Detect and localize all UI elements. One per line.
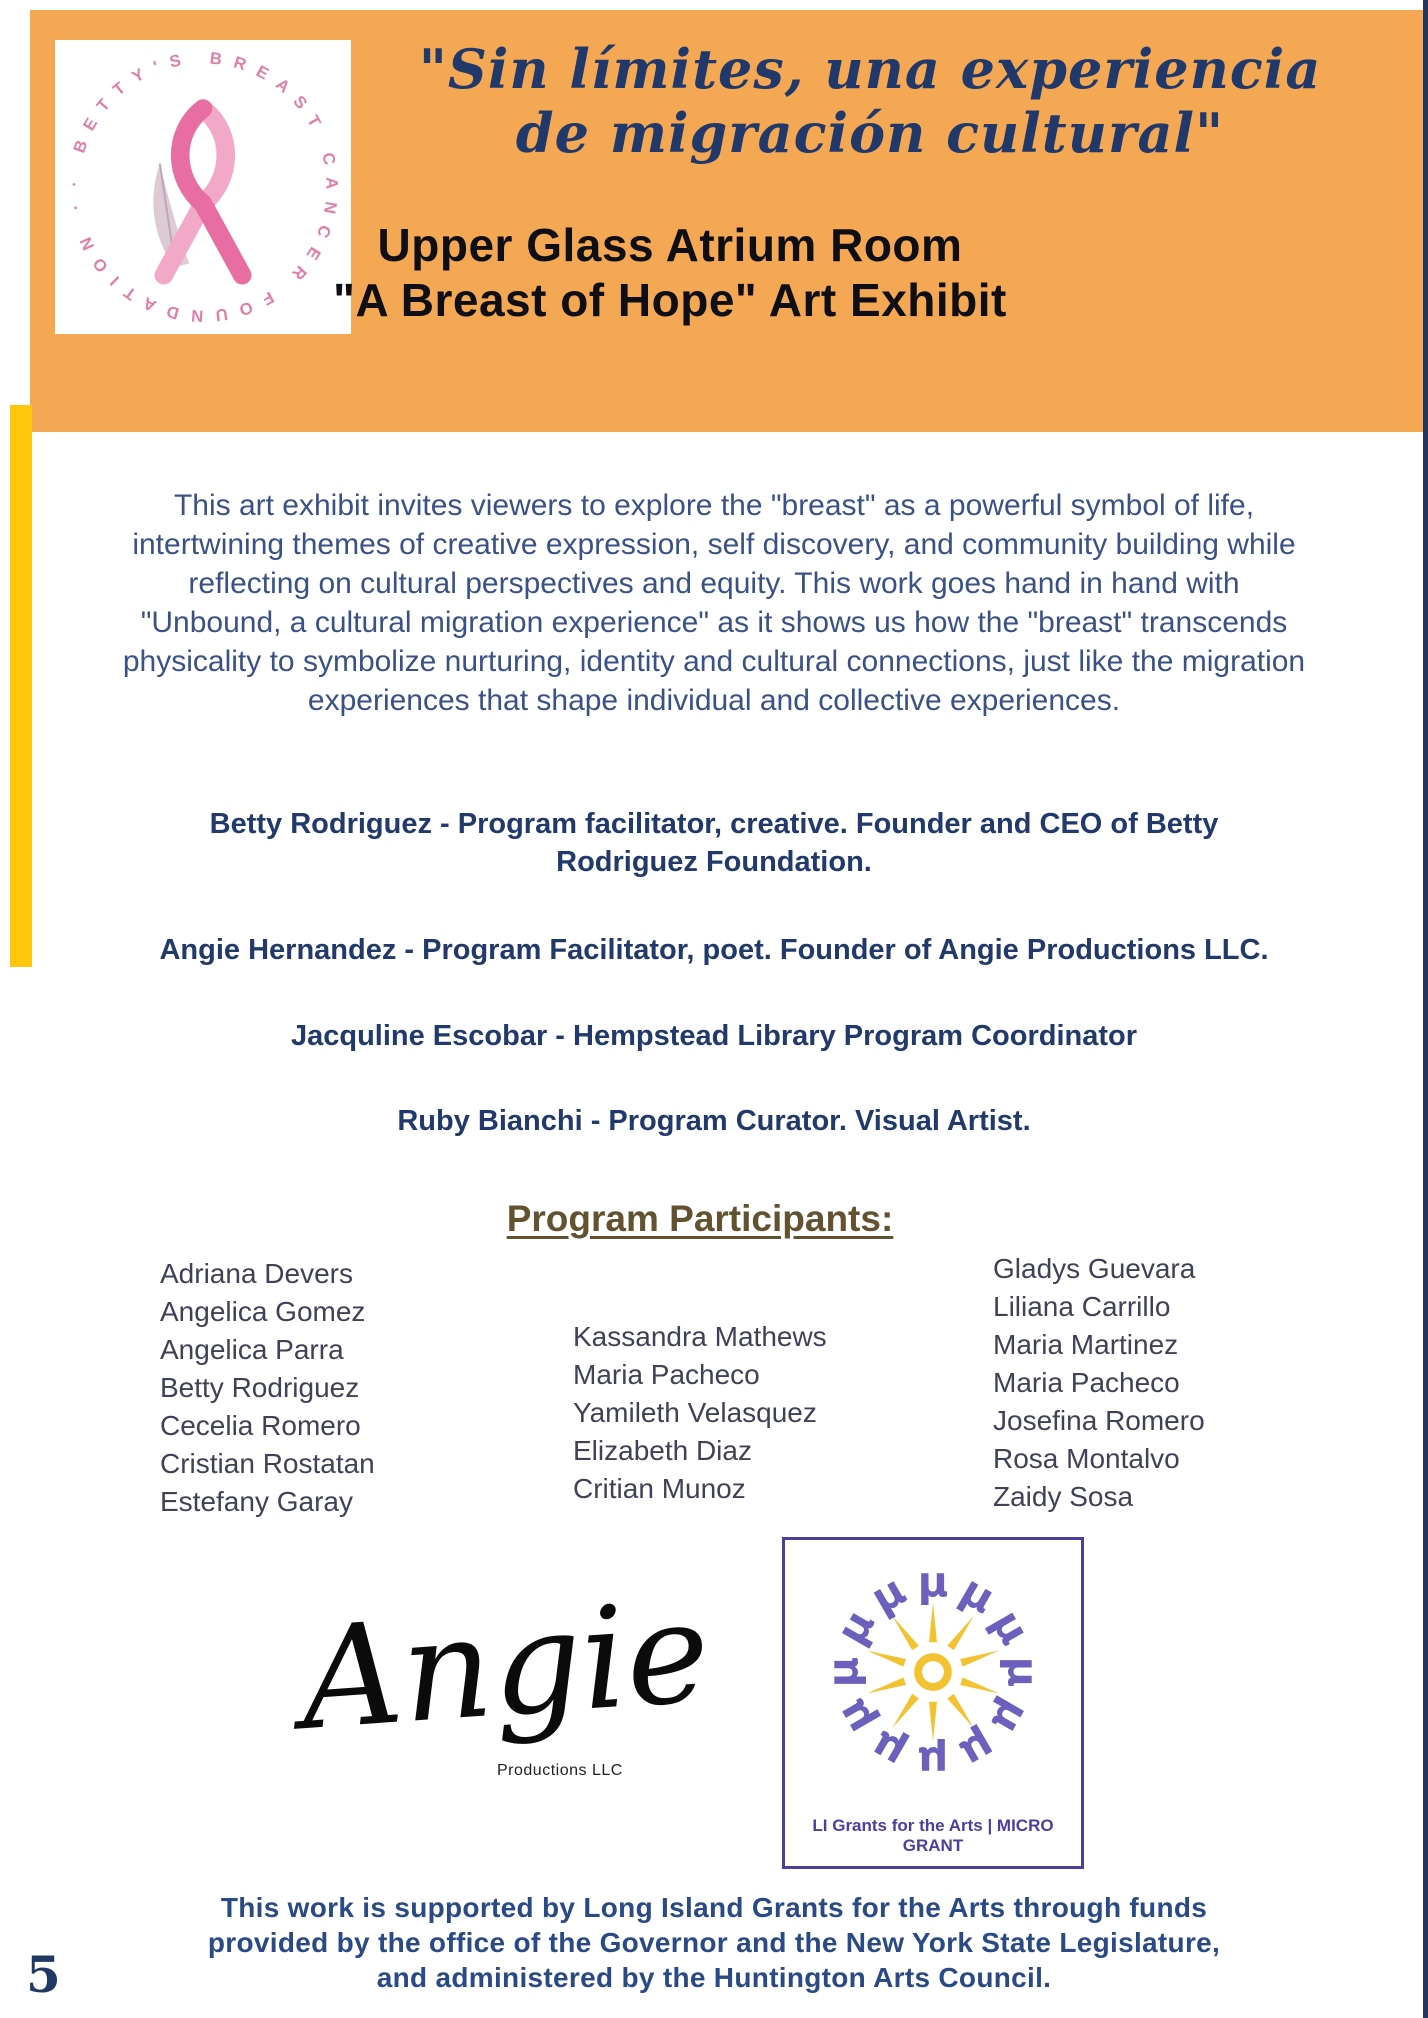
svg-text:μ: μ <box>917 1737 949 1787</box>
footer-acknowledgment <box>40 1890 1388 1995</box>
staff-line-angie: Angie Hernandez - Program Facilitator, poet. Founder of Angie Productions LLC. <box>159 934 1269 966</box>
tagline-line-1: "Sin límites, una experiencia <box>418 37 1322 101</box>
svg-text:μ: μ <box>818 1656 868 1688</box>
svg-text:μ: μ <box>952 1565 1004 1623</box>
svg-text:μ: μ <box>826 1691 884 1743</box>
exhibit-title-line-2: "A Breast of Hope" Art Exhibit <box>333 274 1007 327</box>
participant-name: Cecelia Romero <box>160 1410 361 1442</box>
participant-name: Yamileth Velasquez <box>573 1397 817 1429</box>
svg-text:μ: μ <box>862 1565 914 1623</box>
sun-rays <box>866 1602 1001 1741</box>
participant-name: Angelica Parra <box>160 1334 344 1366</box>
participant-name: Rosa Montalvo <box>993 1443 1180 1475</box>
li-grants-caption: LI Grants for the Arts | MICRO GRANT <box>812 1816 1054 1855</box>
staff-line-jacquline: Jacquline Escobar - Hempstead Library Program Coordinator <box>290 1020 1138 1052</box>
participants-column-2 <box>573 1318 827 1508</box>
page-title <box>40 218 1300 328</box>
participant-name: Maria Pacheco <box>993 1367 1180 1399</box>
svg-text:μ: μ <box>862 1721 914 1779</box>
svg-text:μ: μ <box>917 1557 949 1607</box>
participant-name: Kassandra Mathews <box>573 1321 827 1352</box>
li-grants-logo <box>782 1537 1084 1869</box>
angie-signature-subtext: Productions LLC <box>497 1762 623 1779</box>
participant-name: Gladys Guevara <box>993 1253 1196 1284</box>
participant-name: Critian Munoz <box>573 1473 746 1505</box>
page-border <box>1423 0 1428 2018</box>
participants-column-1 <box>160 1255 375 1522</box>
exhibit-title-line-1: Upper Glass Atrium Room <box>377 219 963 271</box>
accent-bar <box>10 405 32 967</box>
page-number: 5 <box>26 1945 61 2004</box>
mu-glyph-ring <box>819 1558 1048 1787</box>
participant-name: Angelica Gomez <box>160 1296 366 1328</box>
participant-name: Josefina Romero <box>993 1405 1205 1437</box>
svg-text:μ: μ <box>982 1691 1040 1743</box>
participant-name: Liliana Carrillo <box>993 1291 1171 1323</box>
footer-line-1: This work is supported by Long Island Grants for the Arts through funds <box>220 1892 1208 1923</box>
svg-text:μ: μ <box>982 1601 1040 1653</box>
participant-name: Maria Martinez <box>993 1329 1179 1361</box>
participant-name: Betty Rodriguez <box>160 1372 360 1404</box>
participant-name: Cristian Rostatan <box>160 1448 375 1480</box>
logo-ring-text: · BETTY'S BREAST CANCER FOUNDATION · <box>64 48 342 326</box>
intro-paragraph: This art exhibit invites viewers to explore the "breast" as a powerful symbol of life, intertwining themes of creative expression, self discovery, and community building while reflecting on cultural perspectives and equity. This work goes hand in hand with "Unbound, a cultural migration experience" as it shows us how the "breast" transcends physicality to symbolize nurturing, identity and cultural connections, just like the migration experiences that shape individual and collective experiences. <box>122 489 1306 717</box>
staff-line-ruby: Ruby Bianchi - Program Curator. Visual Artist. <box>397 1105 1031 1137</box>
svg-text:μ: μ <box>998 1656 1048 1688</box>
staff-line-betty <box>0 806 1428 881</box>
participant-name: Elizabeth Diaz <box>573 1435 752 1467</box>
participant-name: Maria Pacheco <box>573 1359 760 1391</box>
tagline <box>360 38 1380 165</box>
tagline-line-2: de migración cultural" <box>515 100 1225 165</box>
angie-signature: Angie <box>295 1570 715 1763</box>
staff-line-text: Betty Rodriguez - Program facilitator, creative. Founder and CEO of Betty Rodriguez Foundation. <box>209 808 1219 878</box>
svg-text:μ: μ <box>952 1721 1004 1779</box>
footer-line-3: and administered by the Huntington Arts Council. <box>376 1962 1052 1993</box>
li-grants-sun-icon <box>786 1544 1080 1804</box>
participant-name: Zaidy Sosa <box>993 1481 1134 1513</box>
participants-column-3 <box>993 1250 1205 1517</box>
participant-name: Adriana Devers <box>160 1258 353 1289</box>
footer-line-2: provided by the office of the Governor and the New York State Legislature, <box>207 1927 1221 1958</box>
svg-text:μ: μ <box>826 1601 884 1653</box>
participant-name: Estefany Garay <box>160 1486 353 1518</box>
participants-heading: Program Participants: <box>506 1198 894 1239</box>
